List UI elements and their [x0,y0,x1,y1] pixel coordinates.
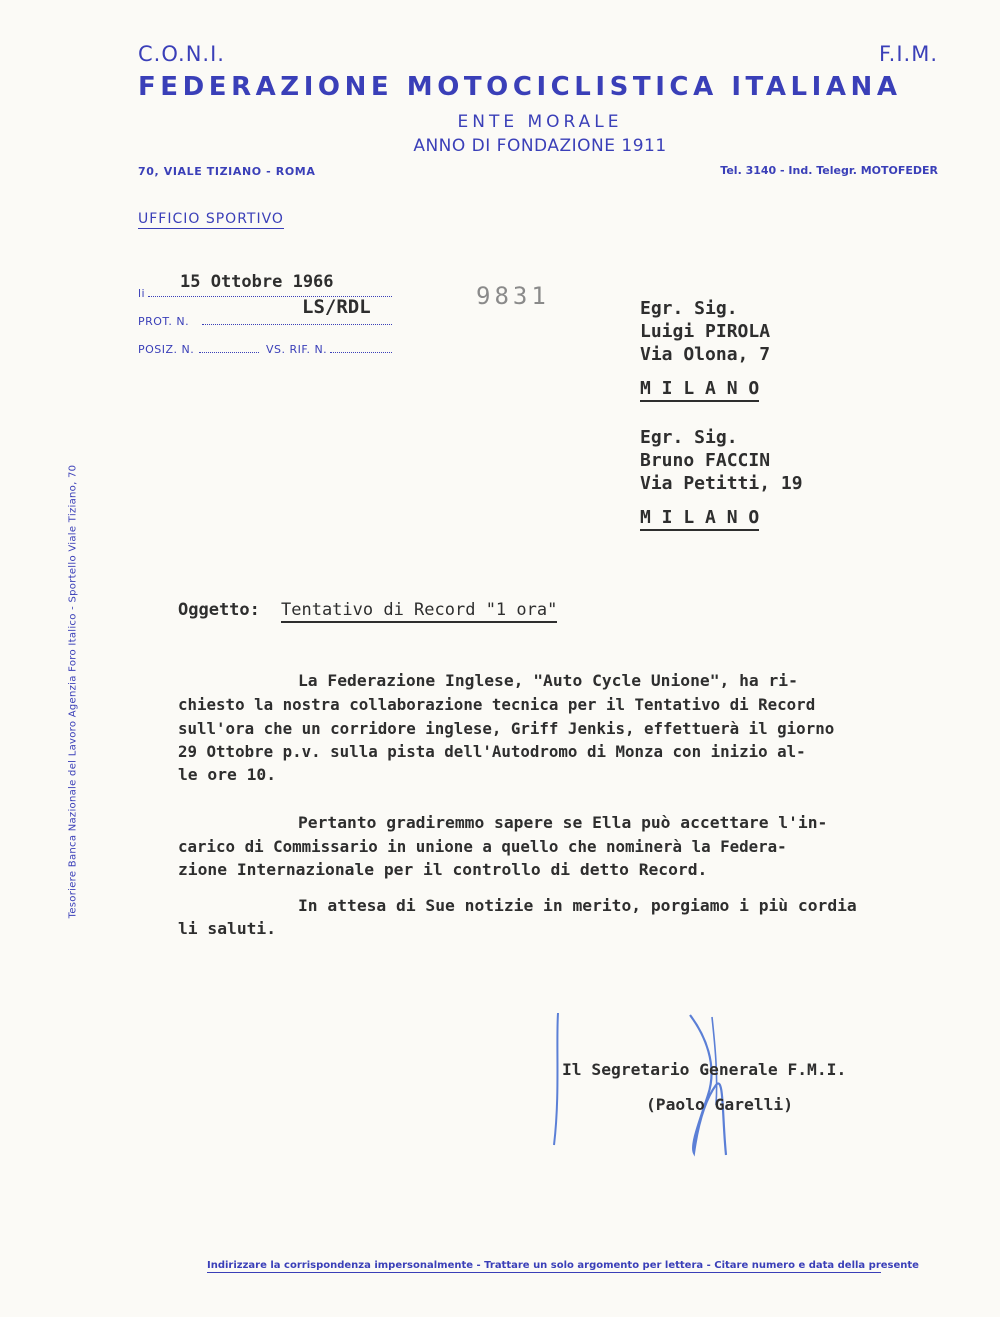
ente-morale: ENTE MORALE [457,112,623,132]
federation-title: FEDERAZIONE MOTOCICLISTICA ITALIANA [138,72,902,102]
bank-side-note: Tesoriere Banca Nazionale del Lavoro Agenzia Foro Italico - Sportello Viale Tiziano, 70 [67,464,79,919]
posiz-line [199,352,259,353]
body-line: zione Internazionale per il controllo di detto Record. [178,860,708,879]
date-value: 15 Ottobre 1966 [180,272,334,292]
recipient-street: Via Olona, 7 [640,344,771,365]
recipient-city: M I L A N O [640,378,759,402]
body-line: chiesto la nostra collaborazione tecnica per il Tentativo di Record [178,695,816,714]
recipient-salutation: Egr. Sig. [640,298,738,319]
federation-address: 70, VIALE TIZIANO - ROMA [138,165,316,178]
fim-label: F.I.M. [878,42,938,66]
recipient-city: M I L A N O [640,507,759,531]
vs-rif-line [330,352,392,353]
body-line: carico di Commissario in unione a quello che nominerà la Federa- [178,837,787,856]
founding-year: ANNO DI FONDAZIONE 1911 [413,136,667,156]
signature-name: (Paolo Garelli) [646,1095,794,1114]
stamp-number: 9831 [476,282,550,310]
telephone-telegraph: Tel. 3140 - Ind. Telegr. MOTOFEDER [720,164,938,177]
recipient-salutation: Egr. Sig. [640,427,738,448]
subject-text: Tentativo di Record "1 ora" [281,600,557,623]
body-line: In attesa di Sue notizie in merito, porgiamo i più cordia [298,896,857,915]
recipient-name: Bruno FACCIN [640,450,771,471]
vs-rif-label: VS. RIF. N. [266,343,328,356]
posiz-label: POSIZ. N. [138,343,195,356]
body-line: 29 Ottobre p.v. sulla pista dell'Autodromo di Monza con inizio al- [178,742,806,761]
recipient-street: Via Petitti, 19 [640,473,803,494]
footer-instructions: Indirizzare la corrispondenza impersonalmente - Trattare un solo argomento per lettera - Citare numero e data della presente [207,1260,919,1271]
signature-role: Il Segretario Generale F.M.I. [562,1060,847,1079]
body-line: sull'ora che un corridore inglese, Griff Jenkis, effettuerà il giorno [178,719,835,738]
body-line: La Federazione Inglese, "Auto Cycle Unione", ha ri- [298,671,798,690]
body-line: le ore 10. [178,765,277,784]
handwritten-signature [540,1005,740,1165]
prot-line [202,324,392,325]
body-line: li saluti. [178,919,277,938]
subject-label: Oggetto: [178,600,260,620]
body-line: Pertanto gradiremmo sapere se Ella può accettare l'in- [298,813,828,832]
recipient-name: Luigi PIROLA [640,321,771,342]
prot-value: LS/RDL [302,296,371,318]
date-label: li [138,287,146,300]
coni-label: C.O.N.I. [138,42,225,66]
prot-label: PROT. N. [138,315,190,328]
office-label: UFFICIO SPORTIVO [138,211,284,227]
